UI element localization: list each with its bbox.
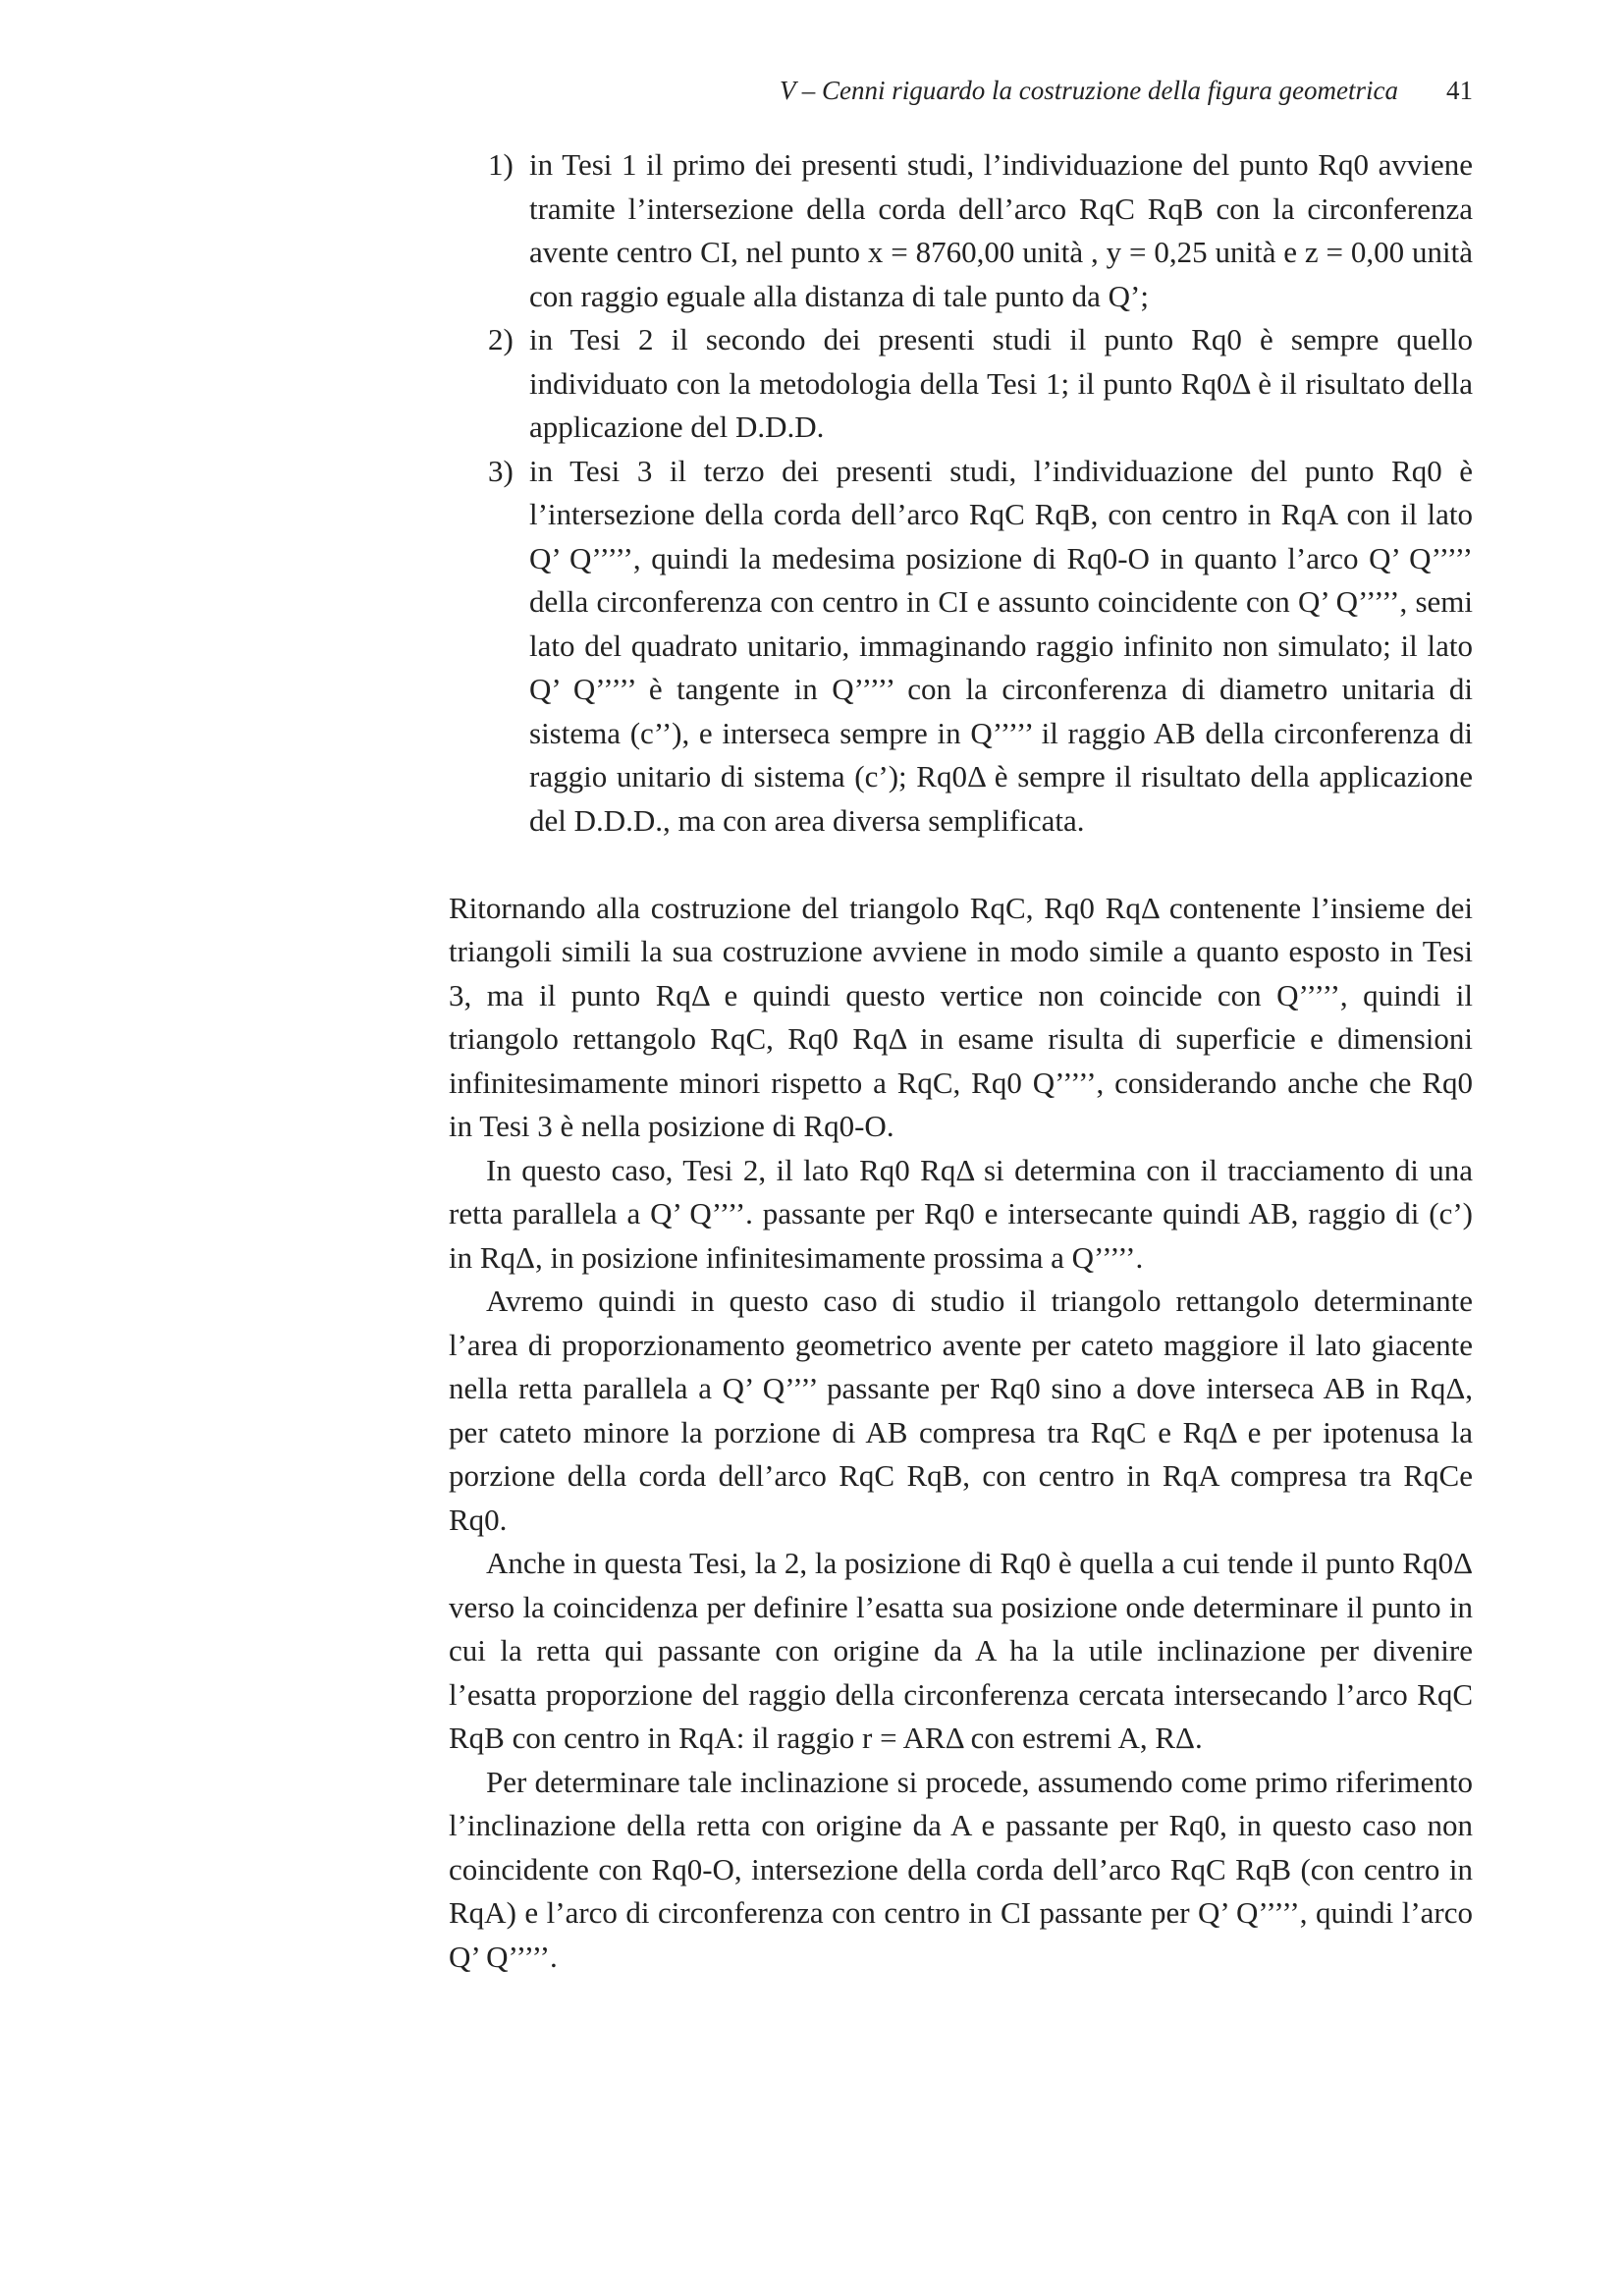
list-item	[488, 450, 1473, 844]
running-title: V – Cenni riguardo la costruzione della figura geometrica	[780, 76, 1398, 105]
page-body	[449, 143, 1473, 1979]
list-item-number: 2)	[488, 322, 514, 356]
list-item-text: in Tesi 3 il terzo dei presenti studi, l’individuazione del punto Rq0 è l’intersezione della corda dell’arco RqC RqB, con centro in RqA con il lato Q’ Q’’’’’, quindi la medesima posizione di Rq0-O in quanto l’arco Q’ Q’’’’’ della circonferenza con centro in CI e assunto coincidente con Q’ Q’’’’’, semi lato del quadrato unitario, immaginando raggio infinito non simulato; il lato Q’ Q’’’’’ è tangente in Q’’’’’ con la circonferenza di diametro unitaria di sistema (c’’), e interseca sempre in Q’’’’’ il raggio AB della circonferenza di raggio unitario di sistema (c’); Rq0Δ è sempre il risultato della applicazione del D.D.D., ma con area diversa semplificata.	[529, 453, 1473, 838]
list-item-number: 3)	[488, 453, 514, 488]
list-item-text: in Tesi 2 il secondo dei presenti studi il punto Rq0 è sempre quello individuato con la metodologia della Tesi 1; il punto Rq0Δ è il risultato della applicazione del D.D.D.	[529, 322, 1473, 444]
page-number: 41	[1446, 76, 1473, 105]
list-item-number: 1)	[488, 147, 514, 182]
section-gap	[449, 843, 1473, 887]
paragraph: Avremo quindi in questo caso di studio il triangolo rettangolo determinante l’area di proporzionamento geometrico avente per cateto maggiore il lato giacente nella retta parallela a Q’ Q’’’’ passante per Rq0 sino a dove interseca AB in RqΔ, per cateto minore la porzione di AB compresa tra RqC e RqΔ e per ipotenusa la porzione della corda dell’arco RqC RqB, con centro in RqA compresa tra RqCe Rq0.	[449, 1284, 1473, 1537]
thesis-list	[449, 143, 1473, 843]
list-item-text: in Tesi 1 il primo dei presenti studi, l’individuazione del punto Rq0 avviene tramite l’intersezione della corda dell’arco RqC RqB con la circonferenza avente centro CI, nel punto x = 8760,00 unità , y = 0,25 unità e z = 0,00 unità con raggio eguale alla distanza di tale punto da Q’;	[529, 147, 1473, 313]
paragraph: Anche in questa Tesi, la 2, la posizione di Rq0 è quella a cui tende il punto Rq0Δ verso la coincidenza per definire l’esatta sua posizione onde determinare il punto in cui la retta qui passante con origine da A ha la utile inclinazione per divenire l’esatta proporzione del raggio della circonferenza cercata intersecando l’arco RqC RqB con centro in RqA: il raggio r = ARΔ con estremi A, RΔ.	[449, 1546, 1473, 1755]
page-header	[452, 71, 1473, 110]
list-item	[488, 143, 1473, 318]
paragraph: Per determinare tale inclinazione si procede, assumendo come primo riferimento l’inclinazione della retta con origine da A e passante per Rq0, in questo caso non coincidente con Rq0-O, intersezione della corda dell’arco RqC RqB (con centro in RqA) e l’arco di circonferenza con centro in CI passante per Q’ Q’’’’’, quindi l’arco Q’ Q’’’’’.	[449, 1764, 1473, 1974]
paragraph: In questo caso, Tesi 2, il lato Rq0 RqΔ si determina con il tracciamento di una retta parallela a Q’ Q’’’’. passante per Rq0 e intersecante quindi AB, raggio di (c’) in RqΔ, in posizione infinitesimamente prossima a Q’’’’’.	[449, 1152, 1473, 1275]
paragraph: Ritornando alla costruzione del triangolo RqC, Rq0 RqΔ contenente l’insieme dei triangoli simili la sua costruzione avviene in modo simile a quanto esposto in Tesi 3, ma il punto RqΔ e quindi questo vertice non coincide con Q’’’’’, quindi il triangolo rettangolo RqC, Rq0 RqΔ in esame risulta di superficie e dimensioni infinitesimamente minori rispetto a RqC, Rq0 Q’’’’’, considerando anche che Rq0 in Tesi 3 è nella posizione di Rq0-O.	[449, 890, 1473, 1143]
list-item	[488, 318, 1473, 450]
